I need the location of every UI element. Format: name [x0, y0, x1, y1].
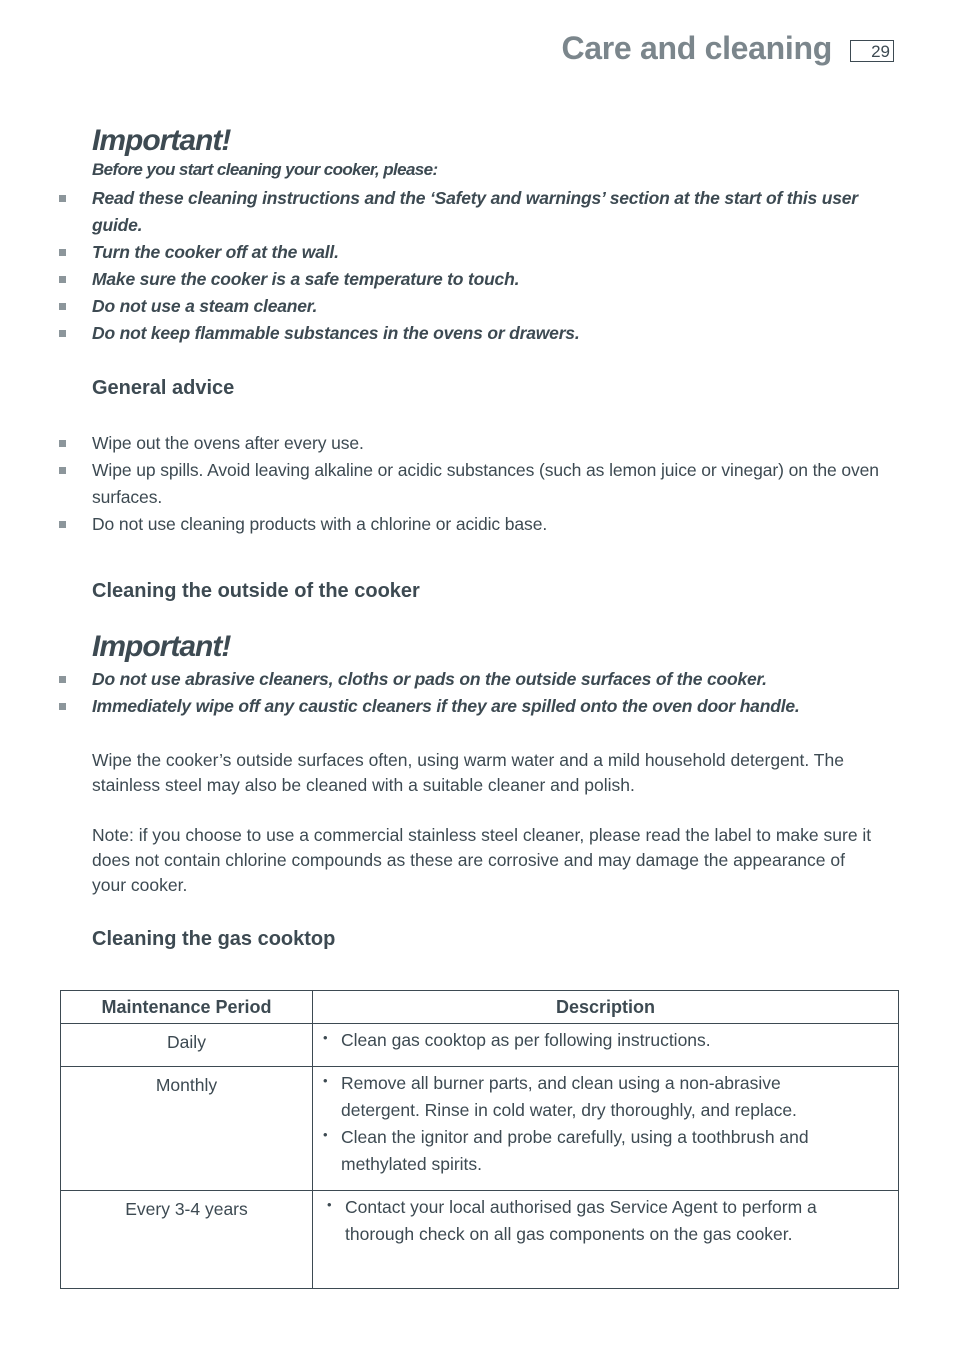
- bullet-square-icon: [59, 276, 66, 283]
- outside-important-list: [0, 666, 882, 720]
- description-cell: [313, 1024, 899, 1067]
- table-row: [61, 1067, 899, 1191]
- period-cell: Every 3-4 years: [61, 1191, 313, 1289]
- outside-paragraph: Wipe the cooker’s outside surfaces often, using warm water and a mild household detergent. The stainless steel may also be cleaned with a suitable cleaner and polish.: [92, 750, 844, 795]
- bullet-dot-icon: •: [327, 1197, 332, 1212]
- period-cell: Monthly: [61, 1067, 313, 1191]
- important-list: [0, 185, 882, 347]
- list-item: Immediately wipe off any caustic cleaners if they are spilled onto the oven door handle.: [0, 693, 882, 720]
- bullet-square-icon: [59, 676, 66, 683]
- bullet-dot-icon: •: [323, 1073, 328, 1088]
- general-advice-heading: General advice: [92, 377, 235, 399]
- important-heading: Important!: [92, 124, 231, 157]
- page-title: Care and cleaning: [561, 30, 832, 66]
- bullet-square-icon: [59, 249, 66, 256]
- outside-cleaning-heading: Cleaning the outside of the cooker: [92, 580, 420, 602]
- bullet-dot-icon: •: [323, 1030, 328, 1045]
- important-intro: Before you start cleaning your cooker, please:: [92, 160, 438, 179]
- table-row: [61, 1191, 899, 1289]
- bullet-square-icon: [59, 195, 66, 202]
- important-heading: Important!: [92, 630, 231, 663]
- list-item: Wipe out the ovens after every use.: [0, 430, 882, 457]
- period-cell: Daily: [61, 1024, 313, 1067]
- list-item: Do not use a steam cleaner.: [0, 293, 882, 320]
- bullet-square-icon: [59, 467, 66, 474]
- description-cell: [313, 1191, 899, 1289]
- column-header: Maintenance Period: [61, 991, 313, 1024]
- description-cell: [313, 1067, 899, 1191]
- description-item: • Contact your local authorised gas Service Agent to perform a thorough check on all gas components on the gas cooker.: [321, 1194, 845, 1248]
- general-advice-list: [0, 430, 882, 538]
- description-item: • Remove all burner parts, and clean using a non-abrasive detergent. Rinse in cold water, dry thoroughly, and replace.: [321, 1070, 841, 1124]
- list-item: Wipe up spills. Avoid leaving alkaline or acidic substances (such as lemon juice or vinegar) on the oven surfaces.: [0, 457, 882, 511]
- column-header: Description: [313, 991, 899, 1024]
- bullet-square-icon: [59, 303, 66, 310]
- bullet-square-icon: [59, 703, 66, 710]
- bullet-dot-icon: •: [323, 1127, 328, 1142]
- list-item: Do not keep flammable substances in the ovens or drawers.: [0, 320, 882, 347]
- page-number: 29: [850, 40, 894, 62]
- description-item: • Clean the ignitor and probe carefully, using a toothbrush and methylated spirits.: [321, 1124, 821, 1178]
- list-item: Turn the cooker off at the wall.: [0, 239, 882, 266]
- list-item: Read these cleaning instructions and the ‘Safety and warnings’ section at the start of this user guide.: [0, 185, 882, 239]
- table-header-row: [61, 991, 899, 1024]
- bullet-square-icon: [59, 330, 66, 337]
- maintenance-table: [60, 990, 899, 1289]
- list-item: Make sure the cooker is a safe temperature to touch.: [0, 266, 882, 293]
- table-row: [61, 1024, 899, 1067]
- list-item: Do not use abrasive cleaners, cloths or pads on the outside surfaces of the cooker.: [0, 666, 882, 693]
- bullet-square-icon: [59, 440, 66, 447]
- bullet-square-icon: [59, 521, 66, 528]
- description-item: • Clean gas cooktop as per following instructions.: [321, 1027, 888, 1054]
- stainless-note-paragraph: Note: if you choose to use a commercial stainless steel cleaner, please read the label to make sure it does not contain chlorine compounds as these are corrosive and may damage the appearance of your cooker.: [92, 825, 872, 895]
- list-item: Do not use cleaning products with a chlorine or acidic base.: [0, 511, 882, 538]
- gas-cooktop-heading: Cleaning the gas cooktop: [92, 928, 336, 950]
